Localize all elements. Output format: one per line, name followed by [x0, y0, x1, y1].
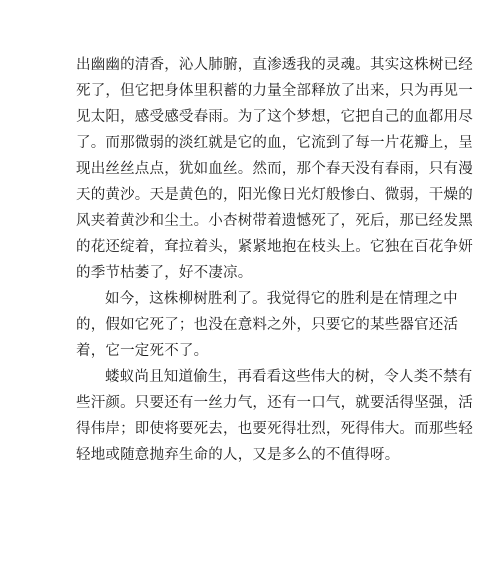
text-line: 些汗颜。只要还有一丝力气，还有一口气，就要活得坚强，活 [76, 395, 473, 411]
text-line: 得伟岸；即使将要死去，也要死得壮烈，死得伟大。而那些轻 [76, 421, 473, 437]
text-line: 见太阳，感受感受春雨。为了这个梦想，它把自己的血都用尽 [76, 109, 473, 125]
text-line: 如今，这株柳树胜利了。我觉得它的胜利是在情理之中 [105, 291, 458, 307]
document-body [76, 52, 473, 468]
text-line: 死了，但它把身体里积蓄的力量全部释放了出来，只为再见一 [76, 83, 473, 99]
text-line: 的，假如它死了；也没在意料之外，只要它的某些器官还活 [76, 317, 459, 333]
text-line: 出幽幽的清香，沁人肺腑，直渗透我的灵魂。其实这株树已经 [76, 57, 473, 73]
text-line: 着，它一定死不了。 [76, 343, 209, 359]
text-line: 的季节枯萎了，好不凄凉。 [76, 265, 253, 281]
paragraph-1 [76, 52, 473, 286]
text-line: 现出丝丝点点，犹如血丝。然而，那个春天没有春雨，只有漫 [76, 161, 473, 177]
text-line: 风夹着黄沙和尘土。小杏树带着遗憾死了，死后，那已经发黑 [76, 213, 473, 229]
paragraph-3 [76, 364, 473, 468]
text-line: 蝼蚁尚且知道偷生，再看看这些伟大的树，令人类不禁有 [105, 369, 473, 385]
text-line: 的花还绽着，耷拉着头，紧紧地抱在枝头上。它独在百花争妍 [76, 239, 473, 255]
text-line: 天的黄沙。天是黄色的，阳光像日光灯般惨白、微弱，干燥的 [76, 187, 473, 203]
paragraph-2 [76, 286, 459, 364]
text-line: 了。而那微弱的淡红就是它的血，它流到了每一片花瓣上，呈 [76, 135, 473, 151]
text-line: 轻地或随意抛弃生命的人，又是多么的不值得呀。 [76, 447, 400, 463]
